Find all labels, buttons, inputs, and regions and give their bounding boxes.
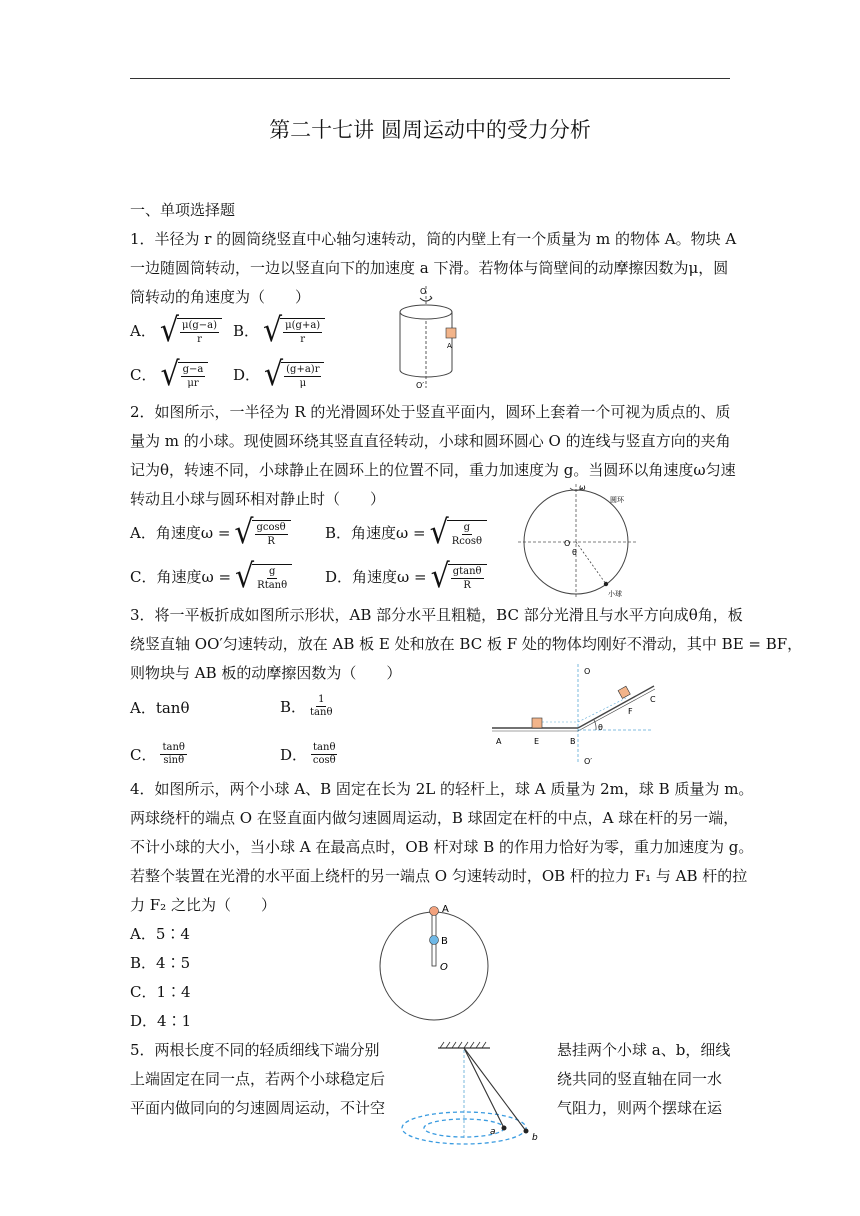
q4-option-a[interactable]: A．5∶4 xyxy=(130,925,190,943)
q2-line: 量为 m 的小球。现使圆环绕其竖直直径转动，小球和圆环圆心 O 的连线与竖直方向的夹角 xyxy=(130,432,731,450)
q5-line-left: 5．两根长度不同的轻质细线下端分别 xyxy=(130,1041,380,1059)
q3-option-a[interactable] xyxy=(130,698,190,718)
q2-label-omega: ω xyxy=(579,483,586,492)
denominator: cosθ xyxy=(312,755,336,766)
denominator: tanθ xyxy=(310,707,333,718)
q3-plate-figure xyxy=(492,662,672,770)
q1-option-a[interactable]: A． √ $\frac{\mu(g-a)}{r}$ xyxy=(130,316,222,346)
q1-line: 一边随圆筒转动，一边以竖直向下的加速度 a 下滑。若物体与筒壁间的动摩擦因数为μ，圆 xyxy=(130,259,729,277)
option-label: D． xyxy=(280,745,308,764)
q2-line: 记为θ，转速不同，小球静止在圆环上的位置不同，重力加速度为 g。当圆环以角速度ω匀速 xyxy=(130,461,736,479)
q3-line: 则物块与 AB 板的动摩擦因数为（ ） xyxy=(130,664,402,682)
q1-option-c[interactable]: C． √ $\frac{g-a}{\mu r}$ xyxy=(130,360,208,390)
q4-option-c[interactable]: C．1∶4 xyxy=(130,983,191,1001)
q5-line-right: 悬挂两个小球 a、b，细线 xyxy=(557,1041,731,1059)
q2-label-ring: 圆环 xyxy=(610,496,624,504)
option-label: A． xyxy=(130,322,156,340)
denominator: R xyxy=(267,536,275,547)
q4-option-b[interactable]: B．4∶5 xyxy=(130,954,191,972)
option-label: C． xyxy=(130,366,157,384)
q2-option-b[interactable]: B．角速度ω = √ $\frac{g}{Rcos\theta}$ xyxy=(325,518,487,548)
q2-option-c[interactable]: C．角速度ω = √ $\frac{g}{Rtan\theta}$ xyxy=(130,562,292,592)
denominator: Rtanθ xyxy=(257,580,288,591)
q2-ring-figure xyxy=(512,480,642,600)
q3-line: 3．将一平板折成如图所示形状，AB 部分水平且粗糙，BC 部分光滑且与水平方向成θ角，板 xyxy=(130,606,743,624)
q4-option-d[interactable]: D．4∶1 xyxy=(130,1012,192,1030)
numerator: g xyxy=(463,522,471,533)
numerator: tanθ xyxy=(313,742,336,753)
header-rule xyxy=(130,78,730,79)
q5-label-a: a xyxy=(490,1127,496,1137)
q3-label-a: A xyxy=(496,737,502,746)
numerator: g xyxy=(268,566,276,577)
option-label: D．角速度ω = xyxy=(325,568,427,586)
denominator: μ xyxy=(299,378,307,389)
denominator: sinθ xyxy=(163,755,185,766)
q4-label-a: A xyxy=(442,904,449,915)
q4-label-b: B xyxy=(441,936,448,947)
q3-label-b: B xyxy=(570,737,576,746)
q1-line: 筒转动的角速度为（ ） xyxy=(130,288,311,306)
q3-label-o: O xyxy=(584,667,591,676)
q1-cylinder-figure xyxy=(390,284,470,394)
q4-label-o: O xyxy=(440,962,448,973)
q4-line: 若整个装置在光滑的水平面上绕杆的另一端点 O 匀速转动时，OB 杆的拉力 F₁ 与 AB 杆的拉 xyxy=(130,867,748,885)
denominator: R xyxy=(463,580,471,591)
q3-label-theta: θ xyxy=(598,723,603,732)
q1-label-o-bottom: O′ xyxy=(416,381,425,390)
q5-label-b: b xyxy=(532,1133,538,1143)
q1-label-o-top: O xyxy=(420,287,427,296)
page-title: 第二十七讲 圆周运动中的受力分析 xyxy=(269,118,591,142)
q1-label-a: A xyxy=(447,342,452,350)
q3-line: 绕竖直轴 OO′匀速转动，放在 AB 板 E 处和放在 BC 板 F 处的物体均刚好不滑动，其中 BE = BF， xyxy=(130,635,803,653)
q2-line: 2．如图所示，一半径为 R 的光滑圆环处于竖直平面内，圆环上套着一个可视为质点的、质 xyxy=(130,403,731,421)
numerator: gcosθ xyxy=(256,522,286,533)
q2-label-o: O xyxy=(564,539,571,548)
q4-line: 4．如图所示，两个小球 A、B 固定在长为 2L 的轻杆上，球 A 质量为 2m，球 B 质量为 m。 xyxy=(130,780,754,798)
q5-line-left: 平面内做同向的匀速圆周运动，不计空 xyxy=(130,1099,386,1117)
q1-option-b[interactable]: B． √ $\frac{\mu(g+a)}{r}$ xyxy=(233,316,325,346)
q2-option-a[interactable]: A．角速度ω = √ $\frac{gcos\theta}{R}$ xyxy=(130,518,291,548)
q3-label-f: F xyxy=(628,707,633,716)
section-heading: 一、单项选择题 xyxy=(130,201,236,219)
option-label: B． xyxy=(280,697,307,716)
option-label: C． xyxy=(130,745,157,764)
q5-line-right: 绕共同的竖直轴在同一水 xyxy=(557,1070,723,1088)
option-label: D． xyxy=(233,366,261,384)
numerator: μ(g+a) xyxy=(285,320,321,331)
q2-line: 转动且小球与圆环相对静止时（ ） xyxy=(130,490,386,508)
option-label: B． xyxy=(233,322,260,340)
q3-label-e: E xyxy=(534,737,540,746)
q3-option-d[interactable] xyxy=(280,742,337,767)
numerator: (g+a)r xyxy=(286,364,320,375)
denominator: r xyxy=(197,334,202,345)
denominator: Rcosθ xyxy=(451,536,483,547)
option-label: C．角速度ω = xyxy=(130,568,232,586)
numerator: μ(g−a) xyxy=(181,320,218,331)
option-label: A．角速度ω = xyxy=(130,524,231,542)
q4-line: 力 F₂ 之比为（ ） xyxy=(130,896,276,914)
q3-option-b[interactable] xyxy=(280,694,332,719)
option-label: A．tanθ xyxy=(130,699,190,717)
q3-label-o-prime: O′ xyxy=(584,757,593,766)
q5-line-left: 上端固定在同一点，若两个小球稳定后 xyxy=(130,1070,386,1088)
denominator: μr xyxy=(187,378,199,389)
numerator: 1 xyxy=(318,694,325,705)
numerator: gtanθ xyxy=(452,566,482,577)
q4-rod-figure xyxy=(378,896,494,1024)
numerator: tanθ xyxy=(162,742,185,753)
q2-label-ball: 小球 xyxy=(608,590,622,598)
q1-option-d[interactable]: D． √ $\frac{(g+a)r}{\mu}$ xyxy=(233,360,324,390)
q4-line: 两球绕杆的端点 O 在竖直面内做匀速圆周运动，B 球固定在杆的中点，A 球在杆的另一端， xyxy=(130,809,739,827)
q5-line-right: 气阻力，则两个摆球在运 xyxy=(557,1099,723,1117)
q5-pendulum-figure xyxy=(398,1040,554,1150)
q2-label-theta: θ xyxy=(572,548,577,557)
numerator: g−a xyxy=(182,364,204,375)
option-label: B．角速度ω = xyxy=(325,524,426,542)
q3-option-c[interactable] xyxy=(130,742,187,767)
q3-label-c: C xyxy=(650,695,656,704)
q1-line: 1．半径为 r 的圆筒绕竖直中心轴匀速转动，筒的内壁上有一个质量为 m 的物体 A。物块 A xyxy=(130,230,737,248)
q4-line: 不计小球的大小，当小球 A 在最高点时，OB 杆对球 B 的作用力恰好为零，重力加速度为 g。 xyxy=(130,838,754,856)
denominator: r xyxy=(300,334,306,345)
q2-option-d[interactable]: D．角速度ω = √ $\frac{gtan\theta}{R}$ xyxy=(325,562,487,592)
